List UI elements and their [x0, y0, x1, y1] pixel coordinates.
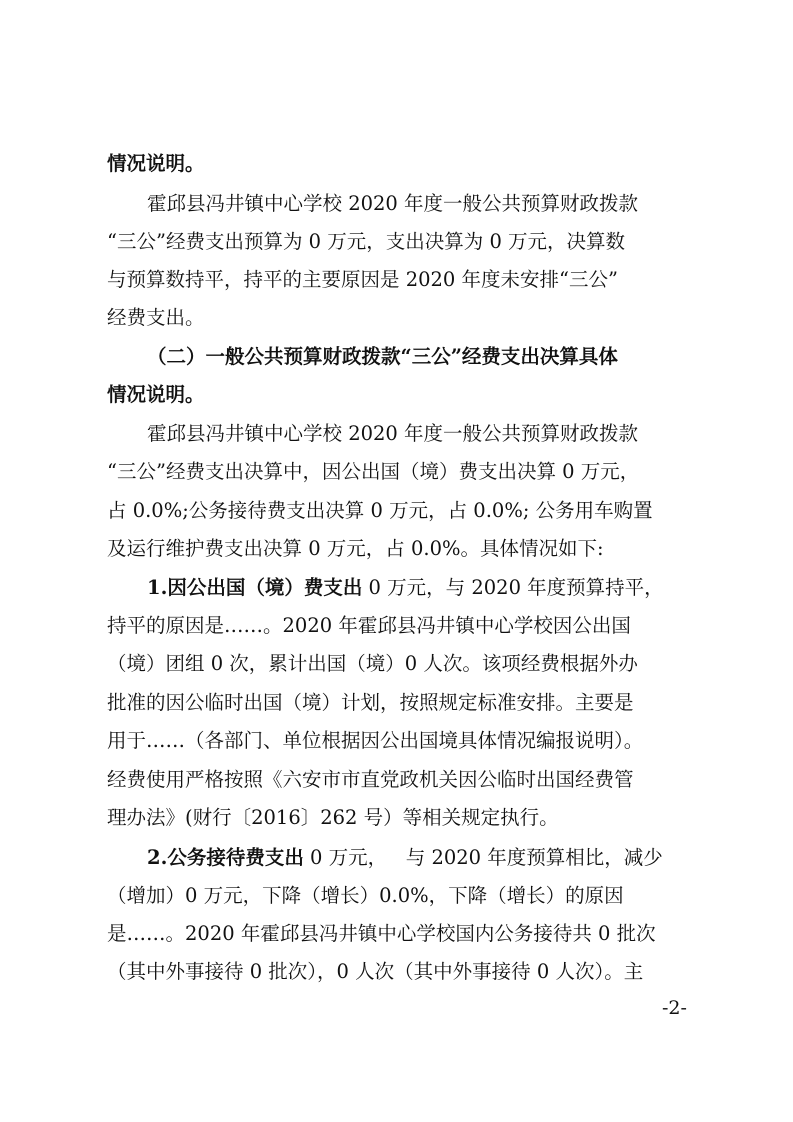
- page-number: -2-: [662, 997, 687, 1019]
- text-line: 情况说明。: [107, 152, 205, 175]
- text-line: （其中外事接待 0 批次），0 人次（其中外事接待 0 人次）。主: [107, 960, 644, 983]
- text-line: 理办法》(财行〔2016〕262 号）等相关规定执行。: [107, 806, 559, 829]
- section-heading: 情况说明。: [107, 383, 205, 406]
- subsection-heading: 1.因公出国（境）费支出: [147, 576, 363, 599]
- text-line: 霍邱县冯井镇中心学校 2020 年度一般公共预算财政拨款: [147, 422, 639, 445]
- text-line: 持平的原因是……。2020 年霍邱县冯井镇中心学校因公出国: [107, 614, 631, 637]
- text-line: 霍邱县冯井镇中心学校 2020 年度一般公共预算财政拨款: [147, 192, 639, 215]
- text-line: 批准的因公临时出国（境）计划，按照规定标准安排。主要是: [107, 691, 634, 714]
- text-line: 占 0.0%;公务接待费支出决算 0 万元，占 0.0%; 公务用车购置: [107, 499, 653, 522]
- text-line: （增加）0 万元，下降（增长）0.0%，下降（增长）的原因: [107, 884, 624, 907]
- text-line: （境）团组 0 次，累计出国（境）0 人次。该项经费根据外办: [107, 652, 638, 675]
- text-line: 用于……（各部门、单位根据因公出国境具体情况编报说明）。: [107, 729, 644, 752]
- text-line: 与预算数持平，持平的主要原因是 2020 年度未安排“三公”: [107, 268, 618, 291]
- text-line: 经费使用严格按照《六安市市直党政机关因公临时出国经费管: [107, 768, 634, 791]
- section-heading: （二）一般公共预算财政拨款“三公”经费支出决算具体: [147, 345, 618, 368]
- text-line: “三公”经费支出决算中，因公出国（境）费支出决算 0 万元，: [107, 460, 640, 483]
- text-line: 1.因公出国（境）费支出 0 万元，与 2020 年度预算持平，: [147, 576, 664, 599]
- subsection-heading: 2.公务接待费支出: [147, 846, 304, 869]
- text-line: 及运行维护费支出决算 0 万元，占 0.0%。具体情况如下:: [107, 537, 604, 560]
- text-line: “三公”经费支出预算为 0 万元，支出决算为 0 万元，决算数: [107, 230, 626, 253]
- text-line: 经费支出。: [107, 306, 205, 329]
- text-line: 是……。2020 年霍邱县冯井镇中心学校国内公务接待共 0 批次: [107, 922, 656, 945]
- text-line: 2.公务接待费支出 0 万元， 与 2020 年度预算相比，减少: [147, 846, 663, 869]
